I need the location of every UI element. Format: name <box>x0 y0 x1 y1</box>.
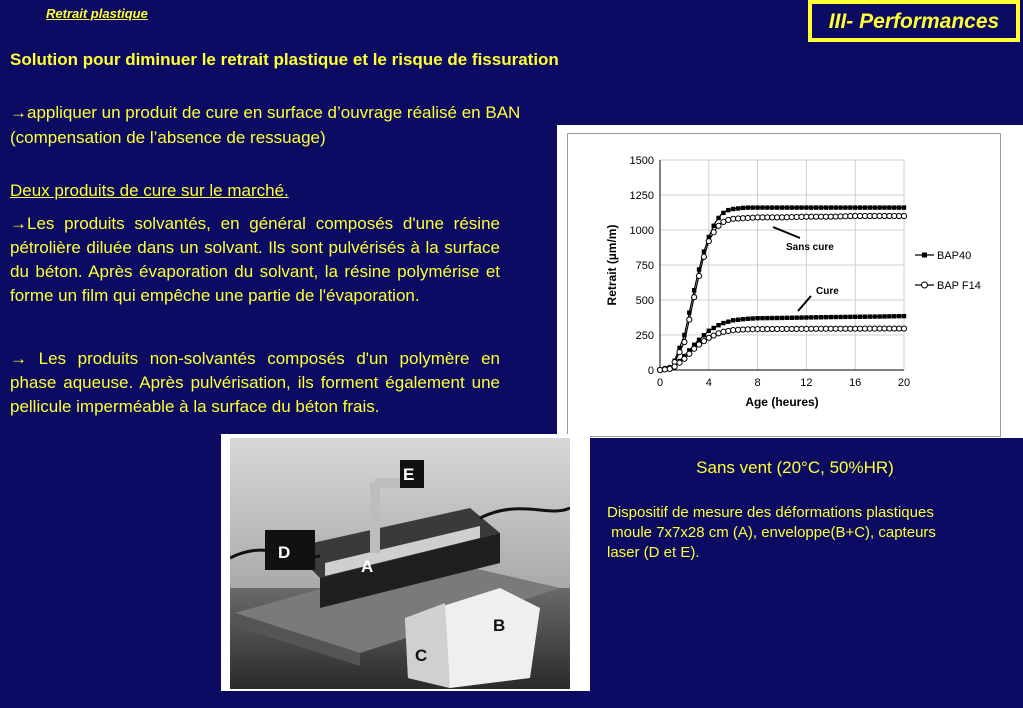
data-point <box>692 295 697 300</box>
data-point <box>692 346 697 351</box>
data-point <box>780 316 784 320</box>
x-tick-label: 4 <box>705 377 712 389</box>
data-point <box>902 205 906 209</box>
data-point <box>829 315 833 319</box>
legend-marker <box>922 282 928 288</box>
data-point <box>848 315 852 319</box>
data-point <box>901 213 906 218</box>
x-tick-label: 20 <box>897 377 911 389</box>
data-point <box>809 205 813 209</box>
apply-text <box>10 100 650 150</box>
data-point <box>726 217 731 222</box>
breadcrumb: Retrait plastique <box>46 6 148 21</box>
slide-heading: Solution pour diminuer le retrait plastique et le risque de fissuration <box>10 50 559 69</box>
paragraph-solvent-text: Les produits solvantés, en général composés d'une résine pétrolière diluée dans un solvant. Ils sont pulvérisés à la surface du béton. Après évaporation du solvant, la résine polymérise et forme un film qui empêche une partie de l'évaporation. <box>10 214 500 305</box>
data-point <box>697 338 701 342</box>
products-title: Deux produits de cure sur le marché. <box>10 181 289 200</box>
data-point <box>721 321 725 325</box>
data-point <box>765 205 769 209</box>
photo-label-e: E <box>403 465 415 484</box>
data-point <box>838 315 842 319</box>
data-point <box>804 205 808 209</box>
x-tick-label: 16 <box>849 377 862 389</box>
y-tick-label: 750 <box>635 260 654 272</box>
data-point <box>751 316 755 320</box>
apply-line-1: appliquer un produit de cure en surface d’ouvrage réalisé en BAN <box>27 103 521 122</box>
data-point <box>682 356 687 361</box>
y-tick-label: 1500 <box>629 155 654 167</box>
data-point <box>794 205 798 209</box>
data-point <box>746 317 750 321</box>
chart-panel <box>557 125 1023 438</box>
data-point <box>726 208 730 212</box>
data-point <box>853 205 857 209</box>
data-point <box>751 205 755 209</box>
y-tick-label: 1000 <box>629 225 654 237</box>
x-tick-label: 8 <box>754 377 761 389</box>
data-point <box>736 206 740 210</box>
data-point <box>877 205 881 209</box>
data-point <box>726 320 730 324</box>
section-title: III- Performances <box>812 4 1016 38</box>
apply-line-2: (compensation de l’absence de ressuage) <box>10 128 326 147</box>
data-point <box>814 315 818 319</box>
data-point <box>790 205 794 209</box>
data-point <box>882 314 886 318</box>
data-point <box>657 367 662 372</box>
data-point <box>790 316 794 320</box>
paragraph-non-solvent-text: Les produits non-solvantés composés d'un polymère en phase aqueuse. Après pulvérisation, ils forment également une pellicule imperméable à la surface du béton frais. <box>10 349 500 416</box>
photo-caption-line: moule 7x7x28 cm (A), enveloppe(B+C), capteurs <box>607 524 936 541</box>
data-point <box>701 339 706 344</box>
data-point <box>677 360 682 365</box>
data-point <box>814 205 818 209</box>
paragraph-solvent <box>10 212 500 308</box>
data-point <box>687 351 692 356</box>
data-point <box>731 318 735 322</box>
data-point <box>897 205 901 209</box>
arrow-icon: → <box>10 214 27 233</box>
data-point <box>833 315 837 319</box>
data-point <box>775 205 779 209</box>
data-point <box>882 205 886 209</box>
data-point <box>887 314 891 318</box>
data-point <box>833 205 837 209</box>
data-point <box>775 316 779 320</box>
data-point <box>707 329 711 333</box>
data-point <box>746 205 750 209</box>
paragraph-non-solvent <box>10 347 500 419</box>
data-point <box>760 316 764 320</box>
data-point <box>868 205 872 209</box>
data-point <box>868 314 872 318</box>
data-point <box>672 364 677 369</box>
data-point <box>824 205 828 209</box>
photo-label-a: A <box>361 557 374 576</box>
data-point <box>760 205 764 209</box>
data-point <box>794 315 798 319</box>
chart-caption: Sans vent (20°C, 50%HR) <box>696 458 894 477</box>
data-point <box>873 314 877 318</box>
measurement-device-photo <box>230 438 570 689</box>
y-tick-label: 0 <box>647 365 654 377</box>
data-point <box>858 205 862 209</box>
data-point <box>706 239 711 244</box>
data-point <box>721 329 726 334</box>
data-point <box>901 326 906 331</box>
photo-label-b: B <box>493 616 506 635</box>
data-point <box>711 224 715 228</box>
data-point <box>819 205 823 209</box>
data-point <box>677 349 682 354</box>
data-point <box>716 323 720 327</box>
data-point <box>682 339 687 344</box>
data-point <box>799 205 803 209</box>
data-point <box>696 273 701 278</box>
data-point <box>741 206 745 210</box>
data-point <box>863 205 867 209</box>
data-point <box>702 333 706 337</box>
data-point <box>902 314 906 318</box>
annotation-sans-cure: Sans cure <box>786 242 834 253</box>
data-point <box>853 315 857 319</box>
data-point <box>887 205 891 209</box>
data-point <box>701 254 706 259</box>
data-point <box>716 223 721 228</box>
annotation-arrow <box>773 227 800 238</box>
data-point <box>809 315 813 319</box>
data-point <box>741 317 745 321</box>
data-point <box>819 315 823 319</box>
data-point <box>711 230 716 235</box>
annotation-cure: Cure <box>816 286 839 297</box>
data-point <box>824 315 828 319</box>
section-title-box <box>808 0 1020 42</box>
photo-caption-line: laser (D et E). <box>607 544 700 561</box>
data-point <box>873 205 877 209</box>
data-point <box>843 315 847 319</box>
arrow-icon: → <box>10 349 27 368</box>
x-axis-label: Age (heures) <box>745 395 819 409</box>
data-point <box>716 216 720 220</box>
data-point <box>877 314 881 318</box>
data-point <box>780 205 784 209</box>
chart-frame <box>567 133 1001 437</box>
y-tick-label: 250 <box>635 330 654 342</box>
data-point <box>858 315 862 319</box>
data-point <box>711 326 715 330</box>
data-point <box>799 315 803 319</box>
data-point <box>687 317 692 322</box>
data-point <box>829 205 833 209</box>
data-point <box>736 318 740 322</box>
data-point <box>755 316 759 320</box>
legend-label: BAP F14 <box>937 280 981 292</box>
data-point <box>843 205 847 209</box>
photo-label-d: D <box>278 543 291 562</box>
photo-panel <box>221 434 590 691</box>
data-point <box>863 314 867 318</box>
data-point <box>848 205 852 209</box>
shrinkage-chart <box>568 134 1000 436</box>
y-axis-label: Retrait (µm/m) <box>605 224 619 306</box>
data-point <box>721 211 725 215</box>
y-tick-label: 500 <box>635 295 654 307</box>
data-point <box>897 314 901 318</box>
photo-caption-line: Dispositif de mesure des déformations plastiques <box>607 504 934 521</box>
photo-caption <box>607 503 1017 563</box>
arrow-icon: → <box>10 103 27 122</box>
annotation-arrow <box>798 296 811 311</box>
data-point <box>770 205 774 209</box>
y-tick-label: 1250 <box>629 190 654 202</box>
data-point <box>785 316 789 320</box>
data-point <box>755 205 759 209</box>
data-point <box>804 315 808 319</box>
x-tick-label: 12 <box>800 377 813 389</box>
photo-label-c: C <box>415 646 428 665</box>
data-point <box>892 314 896 318</box>
legend-marker <box>922 253 927 258</box>
x-tick-label: 0 <box>656 377 664 389</box>
legend-label: BAP40 <box>937 250 972 262</box>
data-point <box>765 316 769 320</box>
data-point <box>838 205 842 209</box>
data-point <box>770 316 774 320</box>
data-point <box>726 328 731 333</box>
data-point <box>662 367 667 372</box>
data-point <box>731 207 735 211</box>
data-point <box>696 342 701 347</box>
data-point <box>892 205 896 209</box>
data-point <box>785 205 789 209</box>
